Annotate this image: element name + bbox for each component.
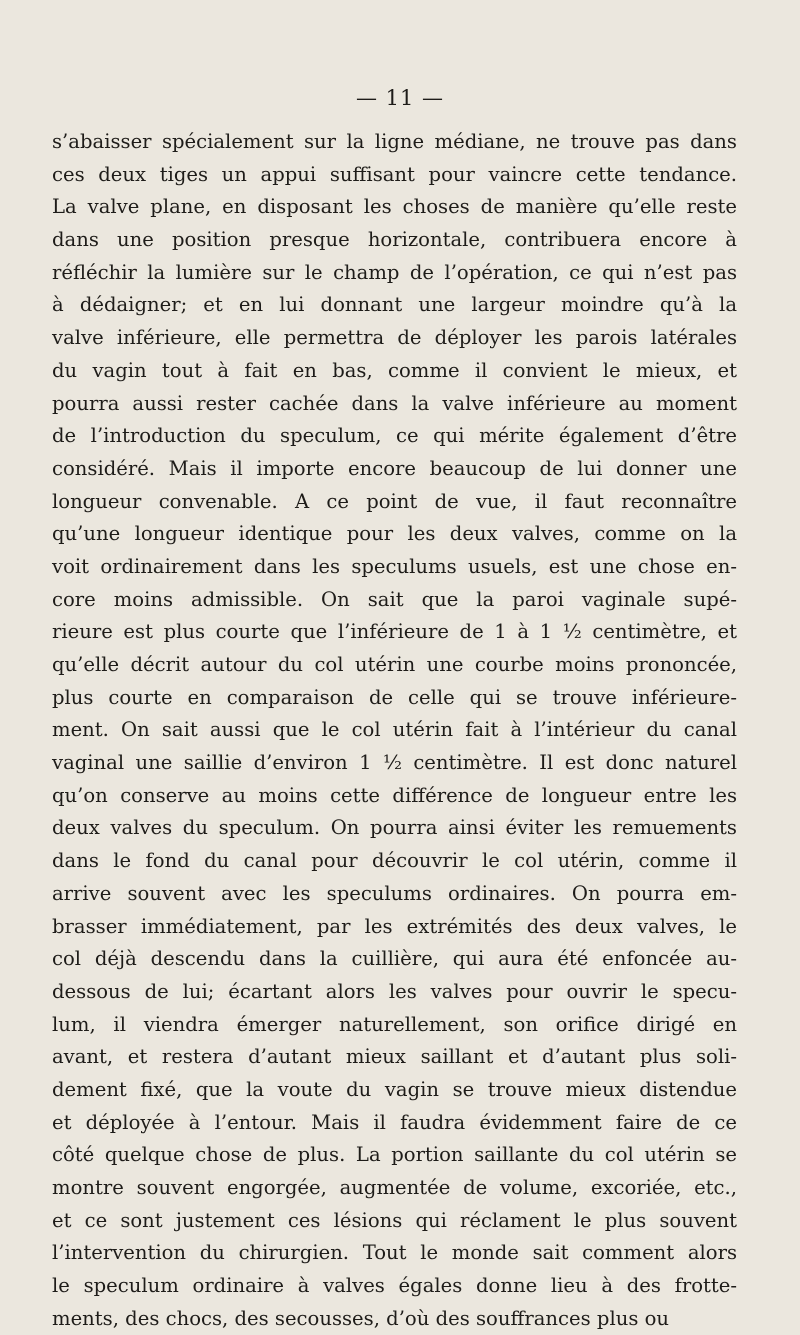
text-line: col déjà descendu dans la cuillière, qui aura été enfoncée au- (52, 947, 737, 971)
text-line: dans une position presque horizontale, contribuera encore à (52, 228, 737, 252)
text-line: côté quelque chose de plus. La portion saillante du col utérin se (52, 1143, 737, 1167)
text-line: l’intervention du chirurgien. Tout le monde sait comment alors (52, 1241, 737, 1265)
text-line: lum, il viendra émerger naturellement, son orifice dirigé en (52, 1012, 737, 1036)
text-line: dement fixé, que la voute du vagin se trouve mieux distendue (52, 1077, 737, 1101)
text-line: longueur convenable. A ce point de vue, il faut reconnaître (52, 489, 737, 513)
text-line: le speculum ordinaire à valves égales donne lieu à des frotte- (52, 1274, 737, 1298)
text-line: core moins admissible. On sait que la paroi vaginale supé- (52, 587, 737, 611)
page-number: — 11 — (355, 86, 445, 110)
text-line: brasser immédiatement, par les extrémités des deux valves, le (52, 914, 737, 938)
text-line: et déployée à l’entour. Mais il faudra évidemment faire de ce (52, 1110, 737, 1134)
text-line: voit ordinairement dans les speculums usuels, est une chose en- (52, 554, 737, 578)
text-line: montre souvent engorgée, augmentée de volume, excoriée, etc., (52, 1176, 737, 1199)
text-line: qu’une longueur identique pour les deux valves, comme on la (52, 522, 737, 546)
text-line: rieure est plus courte que l’inférieure de 1 à 1 ½ centimètre, et (52, 620, 737, 644)
text-line: s’abaisser spécialement sur la ligne médiane, ne trouve pas dans (52, 130, 737, 153)
text-line: La valve plane, en disposant les choses de manière qu’elle reste (52, 195, 737, 219)
text-line: avant, et restera d’autant mieux saillant et d’autant plus soli- (52, 1045, 737, 1069)
text-line: ces deux tiges un appui suffisant pour vaincre cette tendance. (52, 162, 737, 186)
text-line: et ce sont justement ces lésions qui réclament le plus souvent (52, 1208, 737, 1232)
text-line: qu’elle décrit autour du col utérin une courbe moins prononcée, (52, 653, 737, 676)
text-line: ment. On sait aussi que le col utérin fait à l’intérieur du canal (52, 718, 737, 742)
text-line: valve inférieure, elle permettra de déployer les parois latérales (52, 326, 737, 350)
text-line: à dédaigner; et en lui donnant une largeur moindre qu’à la (52, 293, 737, 317)
text-line: du vagin tout à fait en bas, comme il convient le mieux, et (52, 358, 737, 382)
text-line: arrive souvent avec les speculums ordinaires. On pourra em- (52, 881, 737, 905)
text-line: de l’introduction du speculum, ce qui mérite également d’être (52, 424, 737, 448)
text-line: dessous de lui; écartant alors les valves pour ouvrir le specu- (52, 979, 737, 1003)
body-text (52, 126, 737, 1335)
text-line: considéré. Mais il importe encore beaucoup de lui donner une (52, 456, 737, 480)
text-line: qu’on conserve au moins cette différence de longueur entre les (52, 783, 737, 807)
text-line: dans le fond du canal pour découvrir le col utérin, comme il (52, 849, 737, 873)
text-line: deux valves du speculum. On pourra ainsi éviter les remuements (52, 816, 737, 840)
text-line: vaginal une saillie d’environ 1 ½ centimètre. Il est donc naturel (52, 751, 737, 775)
text-line: ments, des chocs, des secousses, d’où des souffrances plus ou (52, 1306, 670, 1330)
text-line: pourra aussi rester cachée dans la valve inférieure au moment (52, 391, 737, 415)
text-line: réfléchir la lumière sur le champ de l’opération, ce qui n’est pas (52, 260, 737, 284)
text-line: plus courte en comparaison de celle qui se trouve inférieure- (52, 685, 737, 709)
